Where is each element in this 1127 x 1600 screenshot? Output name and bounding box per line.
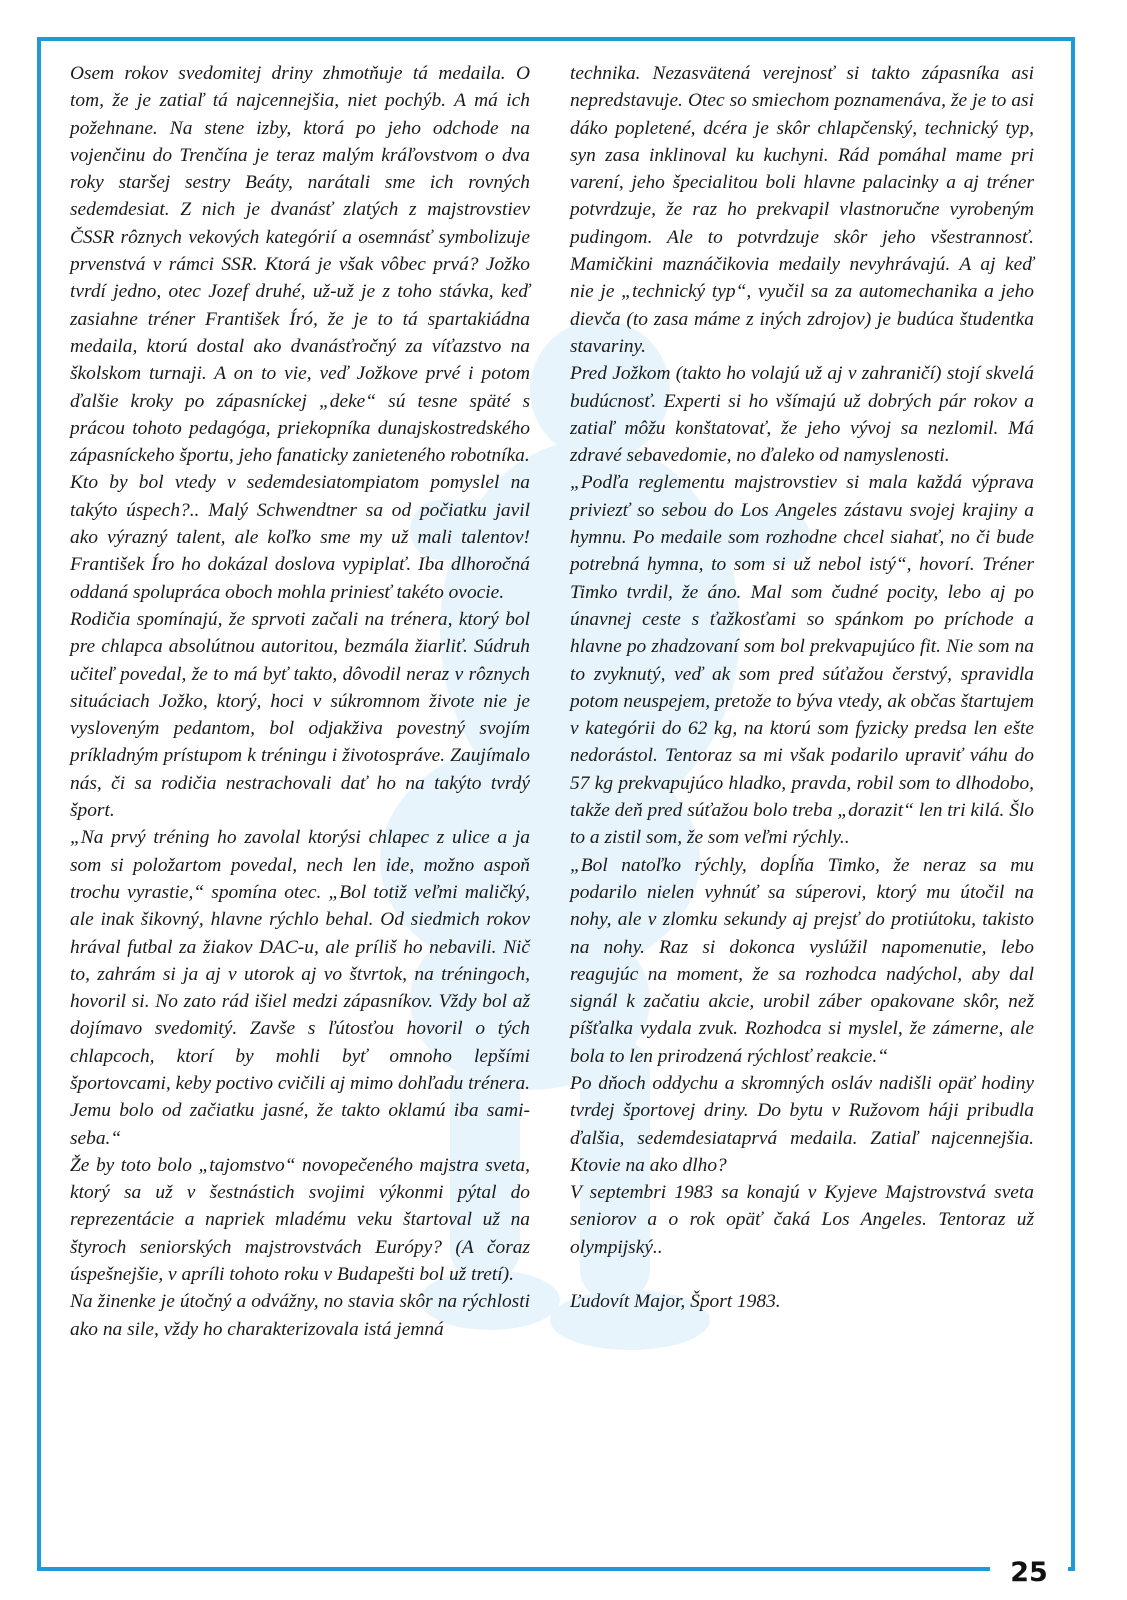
- left-paragraph-6: Na žinenke je útočný a odvážny, no stavia skôr na rýchlosti ako na sile, vždy ho charakterizovala istá jemná: [70, 1291, 530, 1340]
- right-paragraph-5: Po dňoch oddychu a skromných osláv nadišli opäť hodiny tvrdej športovej driny. Do bytu v Ružovom háji pribudla ďalšia, sedemdesiataprvá medaila. Zatiaľ najcennejšia. Ktovie na ako dlho?: [570, 1072, 1034, 1176]
- right-paragraph-2: Pred Jožkom (takto ho volajú už aj v zahraničí) stojí skvelá budúcnosť. Experti si ho všímajú už dobrých pár rokov a zatiaľ môžu konštatovať, že jeho vývoj sa nezlomil. Má zdravé sebavedomie, no ďaleko od namyslenosti.: [570, 363, 1034, 467]
- right-paragraph-3: „Podľa reglementu majstrovstiev si mala každá výprava priviezť so sebou do Los Angeles zástavu svojej krajiny a hymnu. Po medaile som rozhodne chcel siahať, no či bude potrebná hymna, to som si už nebol istý“, hovorí. Tréner Timko tvrdil, že áno. Mal som čudné pocity, lebo aj po únavnej ceste s ťažkosťami so spánkom po príchode a hlavne po zhadzovaní som bol prekvapujúco fit. Nie som na to zvyknutý, veď ak som pred súťažou čerstvý, spravidla potom neuspejem, pretože to býva vtedy, ak občas štartujem v kategórii do 62 kg, na ktorú som fyzicky predsa len ešte nedorástol. Tentoraz sa mi však podarilo upraviť váhu do 57 kg prekvapujúco hladko, pravda, robil som to dlhodobo, takže deň pred súťažou bolo treba „dorazit“ len tri kilá. Šlo to a zistil som, že som veľmi rýchly..: [570, 472, 1034, 849]
- right-paragraph-1: technika. Nezasvätená verejnosť si takto zápasníka asi nepredstavuje. Otec so smiechom poznamenáva, že je to asi dáko popletené, dcéra je skôr chlapčenský, technický typ, syn zasa inklinoval ku kuchyni. Rád pomáhal mame pri varení, jeho špecialitou boli hlavne palacinky a aj tréner potvrdzuje, že raz ho prekvapil vlastnoručne vyrobeným pudingom. Ale to potvrdzuje skôr jeho všestrannosť. Mamičkini maznáčikovia medaily nevyhrávajú. A aj keď nie je „technický typ“, vyučil sa za automechanika a jeho dievča (to zasa máme z iných zdrojov) je budúca študentka stavariny.: [570, 63, 1034, 357]
- left-paragraph-3: Rodičia spomínajú, že sprvoti začali na trénera, ktorý bol pre chlapca absolútnou autoritou, bezmála žiarliť. Súdruh učiteľ povedal, že to má byť takto, dôvodil neraz v rôznych situáciach Jožko, ktorý, hoci v súkromnom živote nie je vysloveným pedantom, bol odjakživa povestný svojím príkladným prístupom k tréningu i životospráve. Zaujímalo nás, či sa rodičia nestrachovali dať ho na takýto tvrdý šport.: [70, 608, 530, 822]
- page-number-box: [990, 1550, 1068, 1594]
- page-number: 25: [1010, 1556, 1048, 1588]
- left-paragraph-5: Že by toto bolo „tajomstvo“ novopečeného majstra sveta, ktorý sa už v šestnástich svojimi výkonmi pýtal do reprezentácie a napriek mladému veku štartoval už na štyroch seniorských majstrovstvách Európy? (A čoraz úspešnejšie, v apríli tohoto roku v Budapešti bol už tretí).: [70, 1154, 530, 1286]
- right-column: [570, 60, 1034, 1315]
- left-column: [70, 60, 530, 1343]
- left-paragraph-4: „Na prvý tréning ho zavolal ktorýsi chlapec z ulice a ja som si položartom povedal, nech len ide, možno aspoň trochu vyrastie,“ spomína otec. „Bol totiž veľmi maličký, ale inak šikovný, hlavne rýchlo behal. Od siedmich rokov hrával futbal za žiakov DAC-u, ale príliš ho nebavili. Nič to, zahrám si ja aj v utorok aj vo štvrtok, na tréningoch, hovoril si. No zato rád išiel medzi zápasníkov. Vždy bol až dojímavo svedomitý. Zavše s ľútosťou hovoril o tých chlapcoch, ktorí by mohli byť omnoho lepšími športovcami, keby poctivo cvičili aj mimo dohľadu trénera. Jemu bolo od začiatku jasné, že takto oklamú iba sami-seba.“: [70, 827, 530, 1149]
- left-paragraph-1: Osem rokov svedomitej driny zhmotňuje tá medaila. O tom, že je zatiaľ tá najcennejšia, niet pochýb. A má ich požehnane. Na stene izby, ktorá po jeho odchode na vojenčinu do Trenčína je teraz malým kráľovstvom o dva roky staršej sestry Beáty, narátali sme ich rovných sedemdesiat. Z nich je dvanásť zlatých z majstrovstiev ČSSR rôznych vekových kategórií a osemnásť symbolizuje prvenstvá v rámci SSR. Ktorá je však vôbec prvá? Jožko tvrdí jedno, otec Jozef druhé, už-už je z toho stávka, keď zasiahne tréner František Író, že je to tá spartakiádna medaila, ktorú dostal ako dvanásťročný za víťazstvo na školskom turnaji. A on to vie, veď Jožkove prvé i potom ďalšie kroky po zápasníckej „deke“ sú tesne späté s prácou tohoto pedagóga, priekopníka dunajskostredského zápasníckeho športu, jeho fanaticky zanieteného robotníka.: [70, 63, 530, 467]
- right-paragraph-6: V septembri 1983 sa konajú v Kyjeve Majstrovstvá sveta seniorov a o rok opäť čaká Los Angeles. Tentoraz už olympijský..: [570, 1182, 1034, 1258]
- left-paragraph-2: Kto by bol vtedy v sedemdesiatompiatom pomyslel na takýto úspech?.. Malý Schwendtner sa od počiatku javil ako výrazný talent, ale koľko sme my už mali talentov! František Íro ho dokázal doslova vypiplať. Iba dlhoročná oddaná spolupráca oboch mohla priniesť takéto ovocie.: [70, 472, 530, 603]
- article-signature: Ľudovít Major, Šport 1983.: [570, 1291, 781, 1313]
- right-paragraph-4: „Bol natoľko rýchly, dopĺňa Timko, že neraz sa mu podarilo nielen vyhnúť sa súperovi, ktorý mu útočil na nohy, ale v zlomku sekundy aj prejsť do protiútoku, takisto na nohy. Raz si dokonca vyslúžil napomenutie, lebo reagujúc na moment, že sa rozhodca nadýchol, aby dal signál k začatiu akcie, urobil záber opakovane skôr, než píšťalka vydala zvuk. Rozhodca si myslel, že zámerne, ale bola to len prirodzená rýchlosť reakcie.“: [570, 854, 1034, 1067]
